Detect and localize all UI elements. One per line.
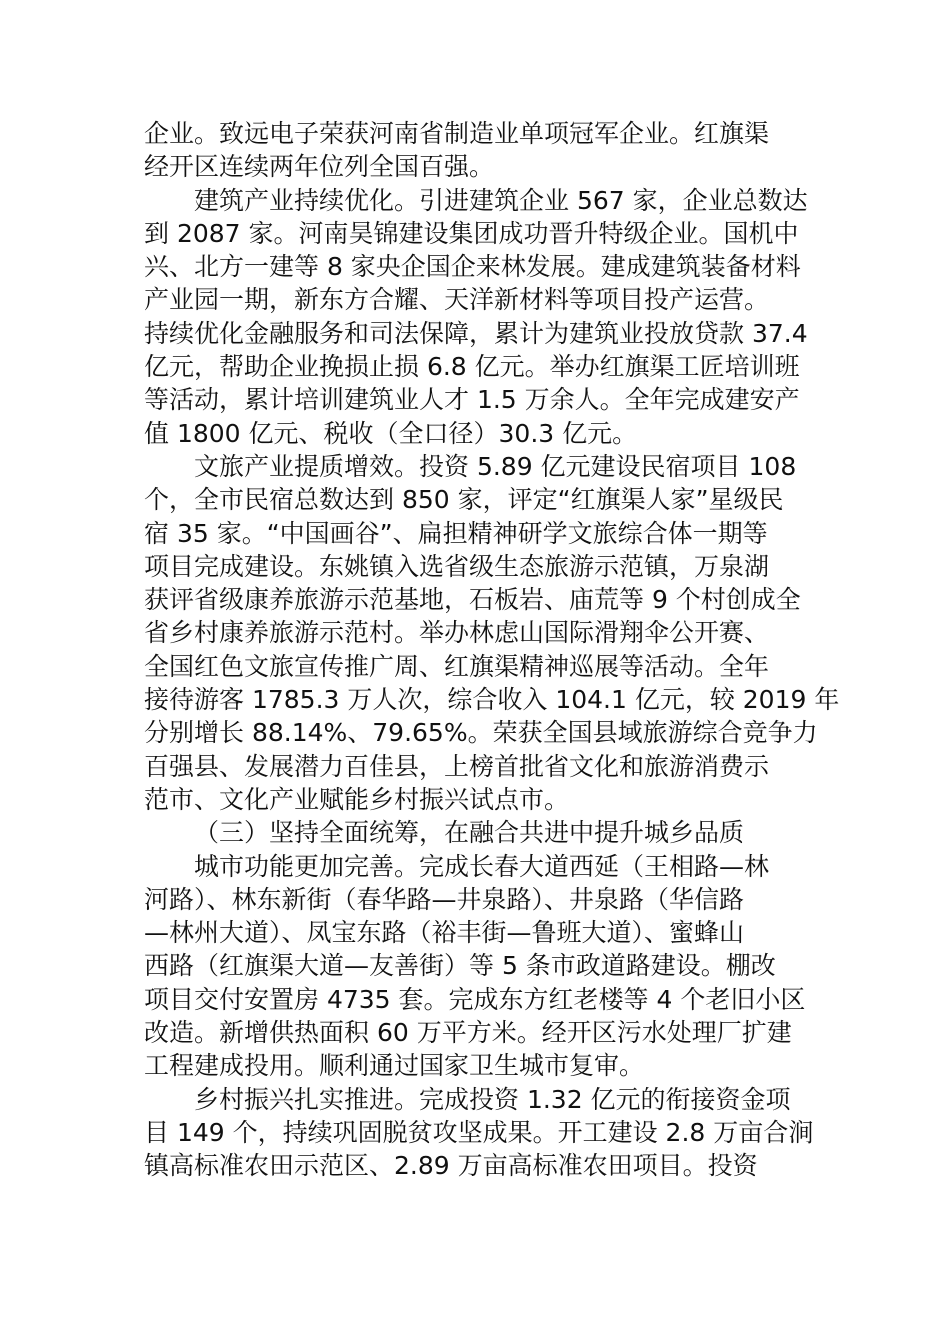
document-body: [144, 117, 840, 1183]
paragraph-start-line: 城市功能更加完善。完成长春大道西延（王相路—林: [194, 851, 770, 881]
text-line: 接待游客 1785.3 万人次，综合收入 104.1 亿元，较 2019 年: [144, 685, 840, 715]
text-line: 全国红色文旅宣传推广周、红旗渠精神巡展等活动。全年: [144, 651, 770, 681]
text-line: 持续优化金融服务和司法保障，累计为建筑业投放贷款 37.4: [144, 318, 808, 348]
text-line: 兴、北方一建等 8 家央企国企来林发展。建成建筑装备材料: [144, 252, 801, 282]
section-heading: （三）坚持全面统筹，在融合共进中提升城乡品质: [194, 818, 745, 848]
text-line: 到 2087 家。河南昊锦建设集团成功晋升特级企业。国机中: [144, 218, 799, 248]
paragraph-start-line: 乡村振兴扎实推进。完成投资 1.32 亿元的衔接资金项: [194, 1084, 791, 1114]
text-line: 获评省级康养旅游示范基地，石板岩、庙荒等 9 个村创成全: [144, 585, 801, 615]
text-line: 亿元，帮助企业挽损止损 6.8 亿元。举办红旗渠工匠培训班: [144, 352, 800, 382]
text-line: 范市、文化产业赋能乡村振兴试点市。: [144, 784, 570, 814]
text-line: 改造。新增供热面积 60 万平方米。经开区污水处理厂扩建: [144, 1018, 792, 1048]
text-line: 个，全市民宿总数达到 850 家，评定“红旗渠人家”星级民: [144, 485, 784, 515]
text-line: 工程建成投用。顺利通过国家卫生城市复审。: [144, 1051, 645, 1081]
text-line: 目 149 个，持续巩固脱贫攻坚成果。开工建设 2.8 万亩合涧: [144, 1117, 814, 1147]
paragraph-start-line: 建筑产业持续优化。引进建筑企业 567 家，企业总数达: [194, 185, 808, 215]
text-line: 项目交付安置房 4735 套。完成东方红老楼等 4 个老旧小区: [144, 984, 806, 1014]
text-line: —林州大道）、凤宝东路（裕丰街—鲁班大道）、蜜蜂山: [144, 918, 745, 948]
text-line: 镇高标准农田示范区、2.89 万亩高标准农田项目。投资: [144, 1151, 758, 1181]
text-line: 等活动，累计培训建筑业人才 1.5 万余人。全年完成建安产: [144, 385, 800, 415]
text-line: 企业。致远电子荣获河南省制造业单项冠军企业。红旗渠: [144, 119, 770, 148]
text-line: 河路）、林东新街（春华路—井泉路）、井泉路（华信路: [144, 884, 745, 914]
text-line: 宿 35 家。“中国画谷”、扁担精神研学文旅综合体一期等: [144, 518, 768, 548]
text-line: 值 1800 亿元、税收（全口径）30.3 亿元。: [144, 418, 638, 448]
text-line: 产业园一期，新东方合耀、天洋新材料等项目投产运营。: [144, 285, 770, 315]
text-line: 经开区连续两年位列全国百强。: [144, 152, 495, 182]
text-line: 百强县、发展潜力百佳县，上榜首批省文化和旅游消费示: [144, 751, 770, 781]
paragraph-start-line: 文旅产业提质增效。投资 5.89 亿元建设民宿项目 108: [194, 451, 797, 481]
text-line: 省乡村康养旅游示范村。举办林虑山国际滑翔伞公开赛、: [144, 618, 770, 648]
text-line: 分别增长 88.14%、79.65%。荣获全国县域旅游综合竞争力: [144, 718, 818, 748]
text-line: 西路（红旗渠大道—友善街）等 5 条市政道路建设。棚改: [144, 951, 776, 981]
text-line: 项目完成建设。东姚镇入选省级生态旅游示范镇，万泉湖: [144, 551, 770, 581]
